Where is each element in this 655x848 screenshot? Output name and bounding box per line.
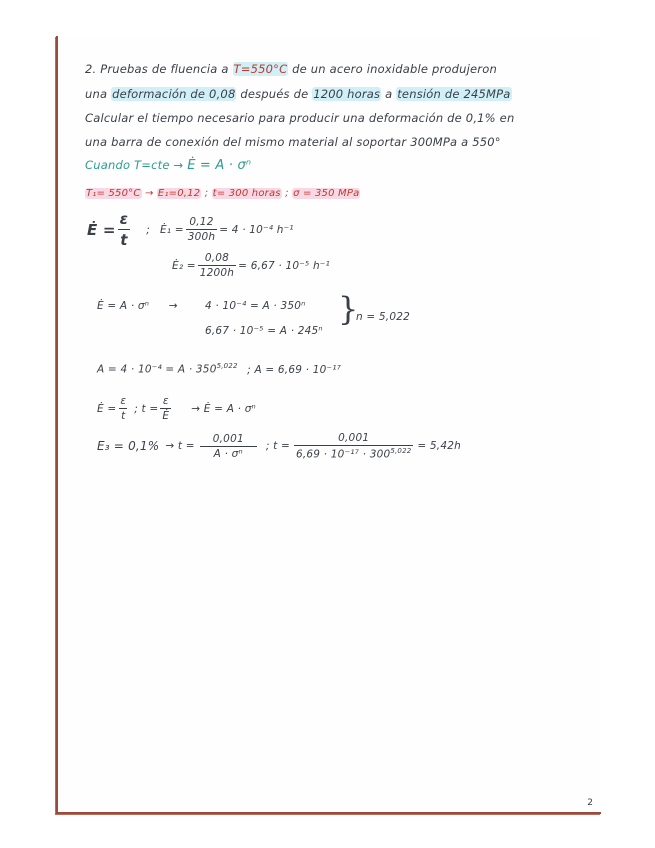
exponent-result: n = 5,022 <box>356 311 410 323</box>
brace-symbol: } <box>338 290 359 328</box>
final-fraction-symbolic: $\frac{0,001}{\text{A · σⁿ}}$ <box>199 433 258 460</box>
rate-e2-line: Ė₂ = $\frac{0,08}{1200h}$ = 6,67 · 10⁻⁵ h⁻¹ <box>172 252 330 279</box>
a-coefficient-line: $A = 4 \cdot 10^{-4} = A \cdot 350^{5,022}$ ; A = 6,69 · 10⁻¹⁷ <box>97 362 342 376</box>
e1-fraction: $\frac{0,12}{300h}$ <box>187 216 216 243</box>
e2-fraction: $\frac{0,08}{1200h}$ <box>199 252 235 279</box>
condition-line: Cuando T=cte → Ė = A · σⁿ <box>85 158 252 173</box>
system-lhs: Ė = A · σⁿ → <box>97 300 178 312</box>
problem-number: 2. <box>85 62 97 76</box>
problem-line-1: 2. Pruebas de fluencia a T=550°C de un acero inoxidable produjeron <box>85 62 497 76</box>
problem-line-4: una barra de conexión del mismo material al soportar 300MPa a 550° <box>85 135 501 149</box>
system-eq-1: 4 · 10⁻⁴ = A · 350ⁿ <box>205 300 306 312</box>
temperature-highlight: T=550°C <box>233 62 288 76</box>
hours-highlight: 1200 horas <box>313 87 381 101</box>
problem-line-3: Calcular el tiempo necesario para producir una deformación de 0,1% en <box>85 111 515 125</box>
problem-line-2: una deformación de 0,08 después de 1200 horas a tensión de 245MPa <box>85 87 511 101</box>
final-result: = 5,42h <box>417 440 461 453</box>
data-line: T₁= 550°C → E₁=0,12 ; t= 300 horas ; σ = 350 MPa <box>86 188 360 199</box>
time-fraction: $\frac{\varepsilon}{Ė}$ <box>162 395 170 422</box>
relation-line: Ė = $\frac{\varepsilon}{t}$ ; t = $\frac{\varepsilon}{Ė}$ → Ė = A · σⁿ <box>97 395 256 422</box>
strain-over-time-fraction: $\frac{\varepsilon}{t}$ <box>119 210 129 249</box>
rate-definition: Ė = $\frac{\varepsilon}{t}$ ; Ė₁ = $\frac{0,12}{300h}$ = 4 · 10⁻⁴ h⁻¹ <box>87 210 294 249</box>
system-eq-2: 6,67 · 10⁻⁵ = A · 245ⁿ <box>205 325 323 337</box>
final-line: E₃ = 0,1% → t = $\frac{0,001}{\text{A · σⁿ}}$ ; t = $\frac{0,001}{6,69 \cdot 10^{-17} \cdot 300^{5,022}}$ = 5,42h <box>97 432 461 461</box>
strain-time-fraction: $\frac{\varepsilon}{t}$ <box>120 395 127 422</box>
deformation-highlight: deformación de 0,08 <box>112 87 236 101</box>
final-fraction-numeric: $\frac{0,001}{6,69 \cdot 10^{-17} \cdot 300^{5,022}}$ <box>295 432 412 461</box>
tension-highlight: tensión de 245MPa <box>397 87 511 101</box>
page-number: 2 <box>587 798 593 808</box>
notebook-page <box>56 36 601 814</box>
